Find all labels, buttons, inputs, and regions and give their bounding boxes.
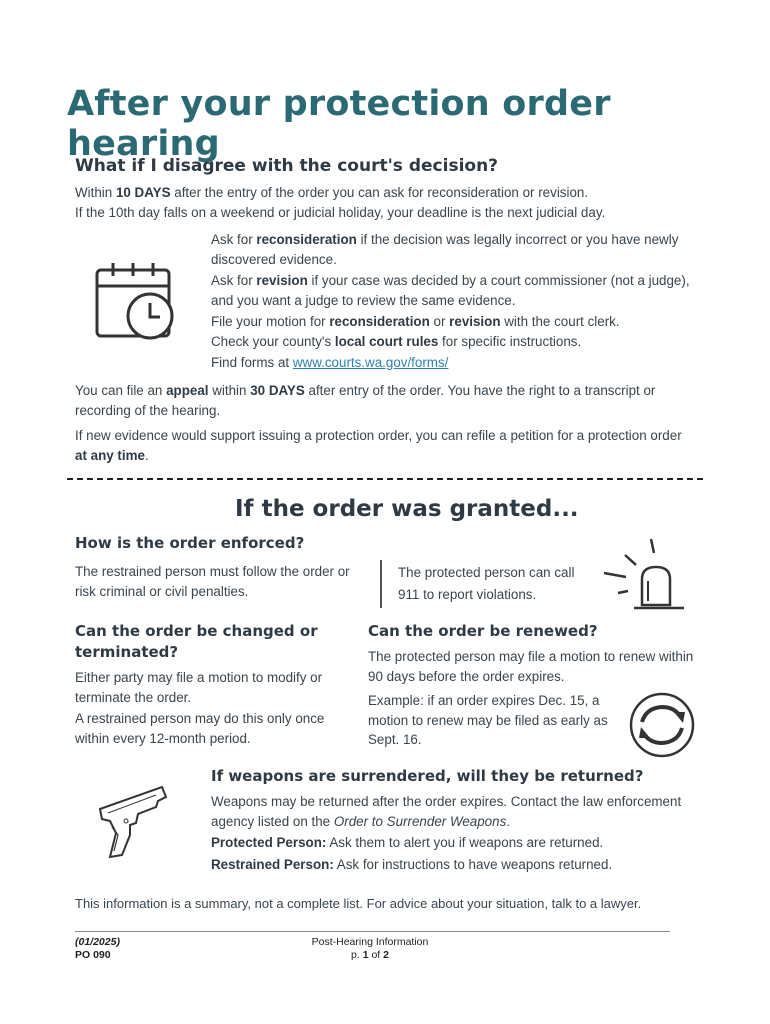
granted-heading: If the order was granted... bbox=[235, 496, 579, 522]
page-title: After your protection order hearing bbox=[67, 84, 611, 164]
enforced-heading: How is the order enforced? bbox=[75, 534, 305, 552]
weapons-restrained-text: Restrained Person: Ask for instructions to have weapons returned. bbox=[211, 857, 613, 872]
reconsideration-text: Ask for reconsideration if the decision was legally incorrect or you have newly discovered evidence. bbox=[211, 232, 679, 267]
revision-text: Ask for revision if your case was decided by a court commissioner (not a judge), and you want a judge to review the same evidence. bbox=[211, 273, 690, 308]
footer-form-number: PO 090 bbox=[75, 949, 111, 961]
renewed-text-1: The protected person may file a motion to renew within 90 days before the order expires. bbox=[368, 649, 694, 684]
handgun-icon bbox=[96, 783, 176, 863]
changed-text-1: Either party may file a motion to modify or terminate the order. bbox=[75, 670, 323, 705]
footer-page-number: p. 1 of 2 bbox=[351, 949, 389, 961]
weapons-text: Weapons may be returned after the order expires. Contact the law enforcement agency listed on the Order to Surrender Weapons. bbox=[211, 794, 682, 829]
protected-call-text: The protected person can call 911 to report violations. bbox=[398, 565, 575, 602]
renewed-heading: Can the order be renewed? bbox=[368, 622, 598, 640]
find-forms-text: Find forms at www.courts.wa.gov/forms/ bbox=[211, 355, 449, 370]
calendar-clock-icon bbox=[94, 260, 180, 340]
refile-text: If new evidence would support issuing a protection order, you can refile a petition for a protection order at any time. bbox=[75, 428, 682, 463]
deadline-text: Within 10 DAYS after the entry of the order you can ask for reconsideration or revision. If the 10th day falls on a weekend or judicial holiday, your deadline is the next judicial day. bbox=[75, 185, 606, 220]
weapons-protected-text: Protected Person: Ask them to alert you if weapons are returned. bbox=[211, 835, 604, 850]
renew-arrows-icon bbox=[627, 690, 697, 760]
summary-disclaimer: This information is a summary, not a complete list. For advice about your situation, talk to a lawyer. bbox=[75, 896, 642, 911]
footer-date: (01/2025) bbox=[75, 936, 120, 948]
section-divider bbox=[67, 478, 703, 480]
siren-light-icon bbox=[598, 535, 688, 615]
changed-text-2: A restrained person may do this only once within every 12-month period. bbox=[75, 711, 325, 746]
weapons-heading: If weapons are surrendered, will they be returned? bbox=[211, 767, 644, 785]
forms-link[interactable]: www.courts.wa.gov/forms/ bbox=[292, 355, 449, 370]
footer-rule bbox=[75, 931, 670, 932]
changed-heading: Can the order be changed or terminated? bbox=[75, 622, 318, 661]
renewed-text-2: Example: if an order expires Dec. 15, a motion to renew may be filed as early as Sept. 16. bbox=[368, 693, 608, 747]
vertical-divider bbox=[380, 560, 382, 608]
disagree-heading: What if I disagree with the court's decision? bbox=[75, 156, 499, 176]
file-motion-text: File your motion for reconsideration or revision with the court clerk. Check your county's local court rules for specific instructions. bbox=[211, 314, 620, 349]
enforced-text: The restrained person must follow the order or risk criminal or civil penalties. bbox=[75, 564, 350, 599]
footer-doc-title: Post-Hearing Information bbox=[311, 936, 429, 948]
appeal-text: You can file an appeal within 30 DAYS after entry of the order. You have the right to a transcript or recording of the hearing. bbox=[75, 383, 656, 418]
